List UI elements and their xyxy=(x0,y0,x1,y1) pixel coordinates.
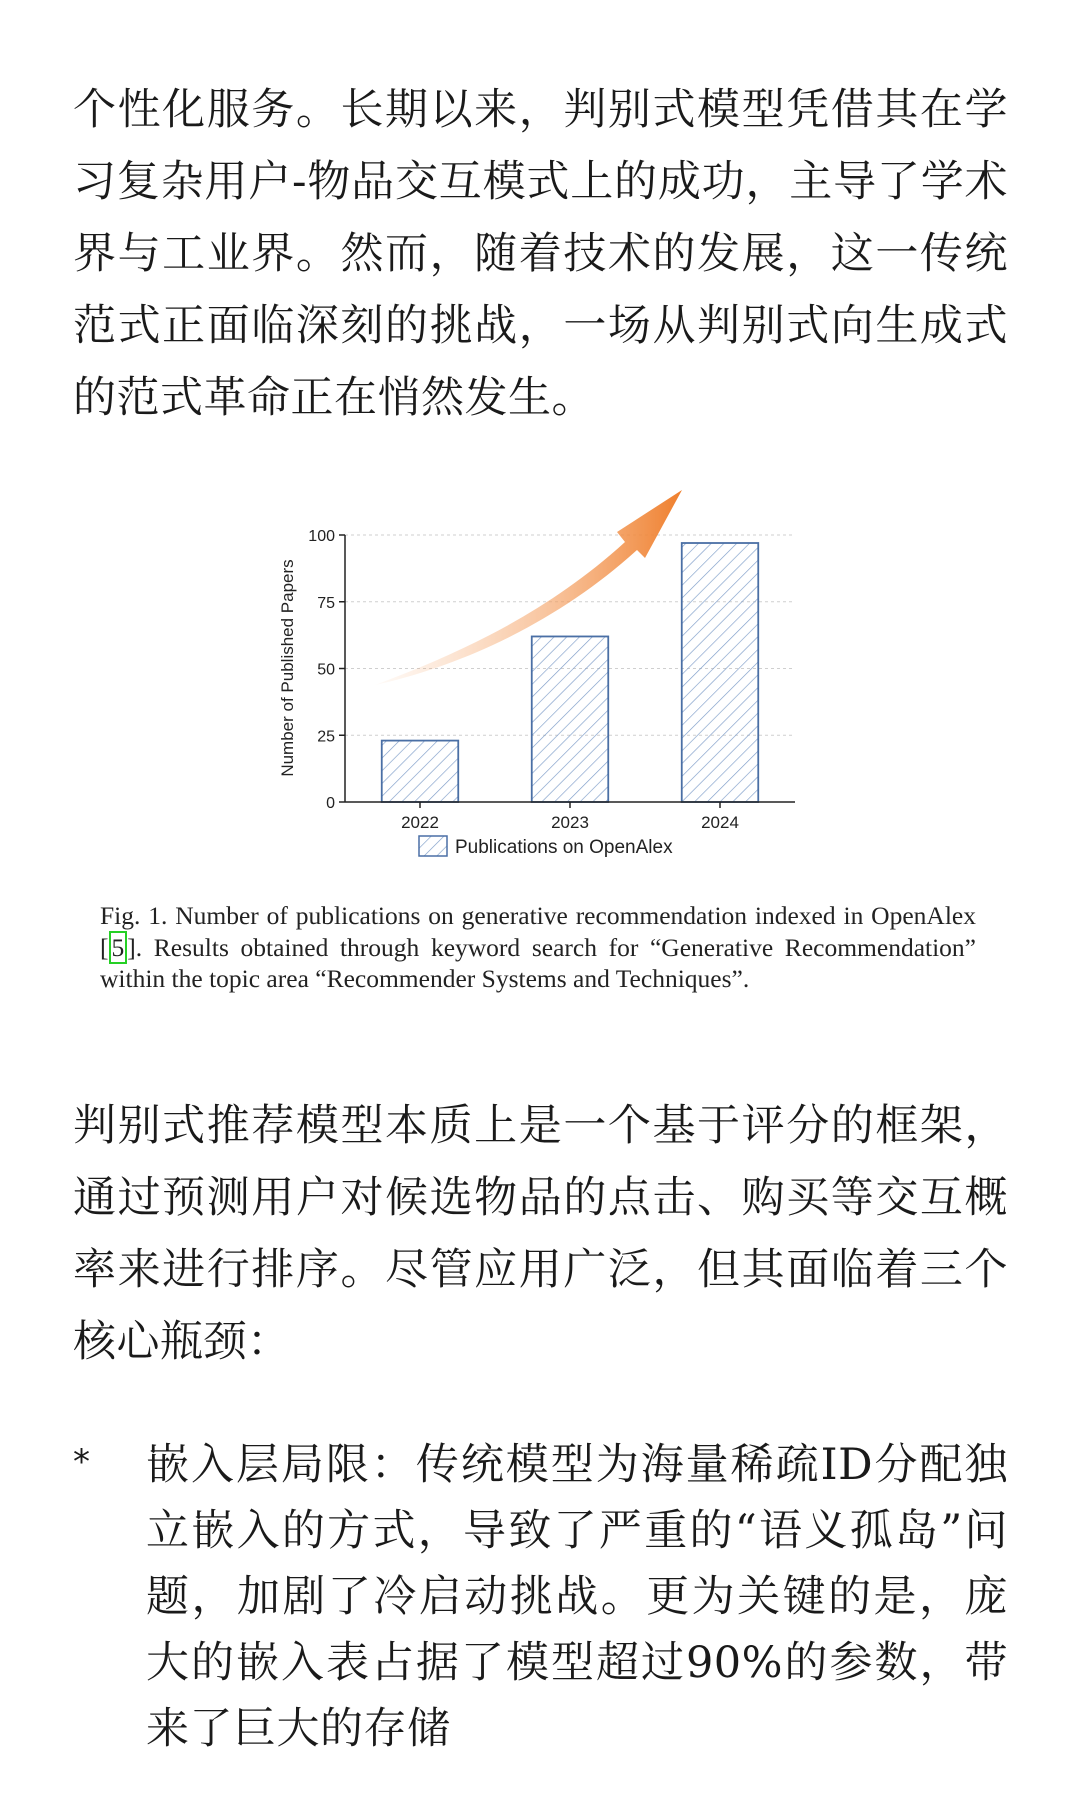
y-tick-label: 50 xyxy=(317,661,335,679)
bar-chart xyxy=(265,480,815,880)
bullet-text: 嵌入层局限：传统模型为海量稀疏ID分配独立嵌入的方式，导致了严重的“语义孤岛”问题，加剧了冷启动挑战。更为关键的是，庞大的嵌入表占据了模型超过90%的参数，带来了巨大的存储 xyxy=(146,1440,1008,1754)
paragraph-intro: 个性化服务。长期以来，判别式模型凭借其在学习复杂用户-物品交互模式上的成功，主导了学术界与工业界。然而，随着技术的发展，这一传统范式正面临深刻的挑战，一场从判别式向生成式的范式革命正在悄然发生。 xyxy=(73,85,1008,423)
y-tick-label: 25 xyxy=(317,728,335,746)
figure-caption xyxy=(100,900,976,995)
caption-suffix: ]. Results obtained through keyword search for “Generative Recommendation” within the topic area “Recommender Systems and Techniques”. xyxy=(100,932,976,993)
y-tick-label: 0 xyxy=(326,795,335,812)
y-tick-label: 75 xyxy=(317,594,335,612)
bar-2022 xyxy=(382,741,459,802)
caption-prefix: Fig. 1. Number of publications on generative recommendation indexed in OpenAlex [ xyxy=(100,901,976,962)
bar-2023 xyxy=(532,636,609,802)
x-tick-label: 2024 xyxy=(701,813,739,832)
paragraph-discriminative: 判别式推荐模型本质上是一个基于评分的框架，通过预测用户对候选物品的点击、购买等交互概率来进行排序。尽管应用广泛，但其面临着三个核心瓶颈： xyxy=(73,1101,1008,1367)
y-axis-label: Number of Published Papers xyxy=(278,559,297,777)
legend-swatch xyxy=(419,836,447,856)
bar-2024 xyxy=(682,543,759,802)
bullet-marker: * xyxy=(73,1442,90,1482)
figure-publications-chart xyxy=(265,480,815,880)
y-tick-label: 100 xyxy=(308,528,335,545)
x-tick-label: 2023 xyxy=(551,813,589,832)
trend-arrow xyxy=(375,490,682,685)
citation-link[interactable]: 5 xyxy=(109,931,128,964)
x-tick-label: 2022 xyxy=(401,813,439,832)
legend-label: Publications on OpenAlex xyxy=(455,837,673,858)
